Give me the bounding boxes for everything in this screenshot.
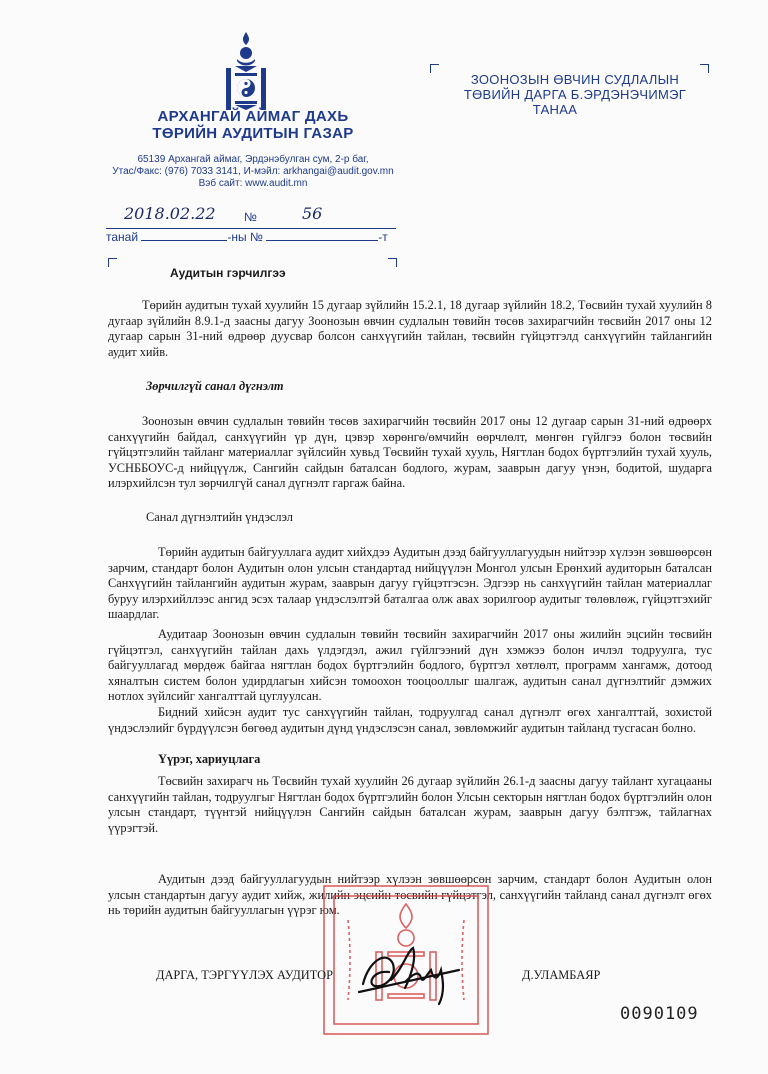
ref-date-blank — [141, 230, 227, 241]
signatory-title: ДАРГА, ТЭРГҮҮЛЭХ АУДИТОР — [156, 968, 333, 982]
org-name-line2: ТӨРИЙН АУДИТЫН ГАЗАР — [152, 125, 354, 142]
basis-heading: Санал дүгнэлтийн үндэслэл — [146, 510, 293, 524]
soyombo-emblem-icon — [218, 30, 274, 112]
signatory-name: Д.УЛАМБАЯР — [522, 968, 601, 982]
serial-number: 0090109 — [620, 1004, 699, 1024]
organization-address — [98, 154, 408, 190]
corner-mark — [430, 64, 439, 73]
corner-mark — [108, 258, 117, 267]
basis-paragraph-3: Бидний хийсэн аудит тус санхүүгийн тайлан, тодруулгад санал дүгнэлт өгөх хангалттай, зохистой үндэслэлийг бүрдүүлсэн бөгөөд аудитын дүнд үндэслэсэн санал, зөвлөмжийг аудитын тайланд тусгасан болно. — [108, 705, 712, 735]
ref-prefix: танай — [106, 230, 139, 244]
opinion-heading: Зөрчилгүй санал дүгнэлт — [146, 379, 284, 393]
responsibility-paragraph-2: Аудитын дээд байгууллагуудын нийтээр хүлээн зөвшөөрсөн зарчим, стандарт болон Аудитын олон улсын стандартын дагуу аудит хийж, жилийн эцсийн төсвийн гүйцэтгэл, санхүүгийн тайланд санал дүгнэлт өгөх нь төрийн аудитын байгууллагын үүрэг юм. — [108, 872, 712, 918]
corner-mark — [388, 258, 397, 267]
responsibility-heading: Үүрэг, хариуцлага — [158, 752, 261, 766]
ref-number-blank — [266, 230, 378, 241]
recipient-line2: ТӨВИЙН ДАРГА Б.ЭРДЭНЭЧИМЭГ — [463, 87, 687, 102]
address-line1: 65139 Архангай аймаг, Эрдэнэбулган сум, 2-р баг, — [137, 154, 369, 165]
recipient-line3: ТАНАА — [532, 102, 578, 117]
letter-date: 2018.02.22 — [124, 204, 216, 223]
ref-middle: -ны № — [227, 230, 263, 244]
basis-paragraph-1: Төрийн аудитын байгууллага аудит хийхдээ Аудитын дээд байгууллагуудын нийтээр хүлээн зөвшөөрсөн зарчим, стандарт болон Аудитын олон улсын стандартад нийцүүлэн Монгол улсын Ерөнхий аудиторын баталсан Санхүүгийн тайлангийн аудитын журам, зааврын дагуу гүйцэтгэсэн. Эдгээр нь санхүүгийн тайлан материаллаг буруу илэрхийллээс ангид эсэх талаар үндэслэлтэй баталгаа олж авах зорилгоор аудитыг төлөвлөж, гүйцэтгэхийг шаардлаг. — [108, 545, 712, 622]
opinion-paragraph: Зоонозын өвчин судлалын төвийн төсөв захирагчийн төсвийн 2017 оны 12 дугаар сарын 31-ний өдрөөрх санхүүгийн байдал, санхүүгийн үр дүн, цэвэр хөрөнгө/өмчийн өөрчлөлт, мөнгөн гүйлгээ болон төсвийн гүйцэтгэлийн тайланг материаллаг зүйлсийн хувьд Төсвийн тухай хууль, Нягтлан бодох бүртгэлийн тухай хууль, УСНББОУС-д нийцүүлж, Сангийн сайдын баталсан бодлого, журам, зааврын дагуу үнэн, бодитой, шударга илэрхийлсэн тул зөрчилгүй санал дүгнэлт гаргаж байна. — [108, 414, 712, 491]
letter-number: 56 — [302, 204, 323, 223]
org-name-line1: АРХАНГАЙ АЙМАГ ДАХЬ — [157, 108, 349, 125]
intro-paragraph: Төрийн аудитын тухай хуулийн 15 дугаар зүйлийн 15.2.1, 18 дугаар зүйлийн 18.2, Төсвийн тухай хуулийн 8 дугаар зүйлийн 8.9.1-д заасны дагуу Зоонозын өвчин судлалын төвийн төсөв захирагчийн төсвийн 2017 оны 12 дугаар сарын 31-ний өдрөөр дуусвар болсон санхүүгийн тайлан, төсвийн гүйцэтгэлд санхүүгийн тайлангийн аудит хийв. — [108, 298, 712, 359]
recipient-line1: ЗООНОЗЫН ӨВЧИН СУДЛАЛЫН — [470, 72, 680, 87]
handwritten-signature — [355, 940, 465, 1012]
ref-suffix: -т — [378, 230, 388, 244]
organization-name — [118, 108, 388, 142]
recipient-block — [440, 72, 710, 117]
reference-line — [106, 230, 402, 244]
number-label: № — [244, 210, 257, 224]
letter-subject: Аудитын гэрчилгээ — [170, 266, 286, 280]
address-line2: Утас/Факс: (976) 7033 3141, И-мэйл: arkhangai@audit.gov.mn — [112, 166, 394, 177]
responsibility-paragraph-1: Төсвийн захирагч нь Төсвийн тухай хуулийн 26 дугаар зүйлийн 26.1-д заасны дагуу тайлант хугацааны санхүүгийн тайлан, тодруулгыг Нягтлан бодох бүртгэлийн болон Улсын секторын нягтлан бодох бүртгэлийн олон улсын стандарт, түүнтэй нийцүүлэн Сангийн сайдын баталсан журам, зааврын дагуу бэлтгэж, тайлагнах үүрэгтэй. — [108, 774, 712, 835]
address-line3: Вэб сайт: www.audit.mn — [198, 178, 308, 189]
registration-line — [106, 204, 396, 229]
basis-paragraph-2: Аудитаар Зоонозын өвчин судлалын төвийн төсвийн захирагчийн 2017 оны жилийн эцсийн төсвийн гүйцэтгэл, санхүүгийн тайлан дахь үлдэгдэл, ажил гүйлгээний дүн хэмжээ болон ичлэл тодруулга, тус байгууллагад мөрдөж байгаа нягтлан бодох бүртгэлийн бодлого, бүртгэл хөтлөлт, программ хангамж, дотоод хяналтын систем болон удирдлагын хийсэн томоохон тооцооллыг шалгаж, аудитын санал дүгнэлтийг дэмжих нотлох зүйлсийг хангалттай цуглуулсан. — [108, 627, 712, 704]
